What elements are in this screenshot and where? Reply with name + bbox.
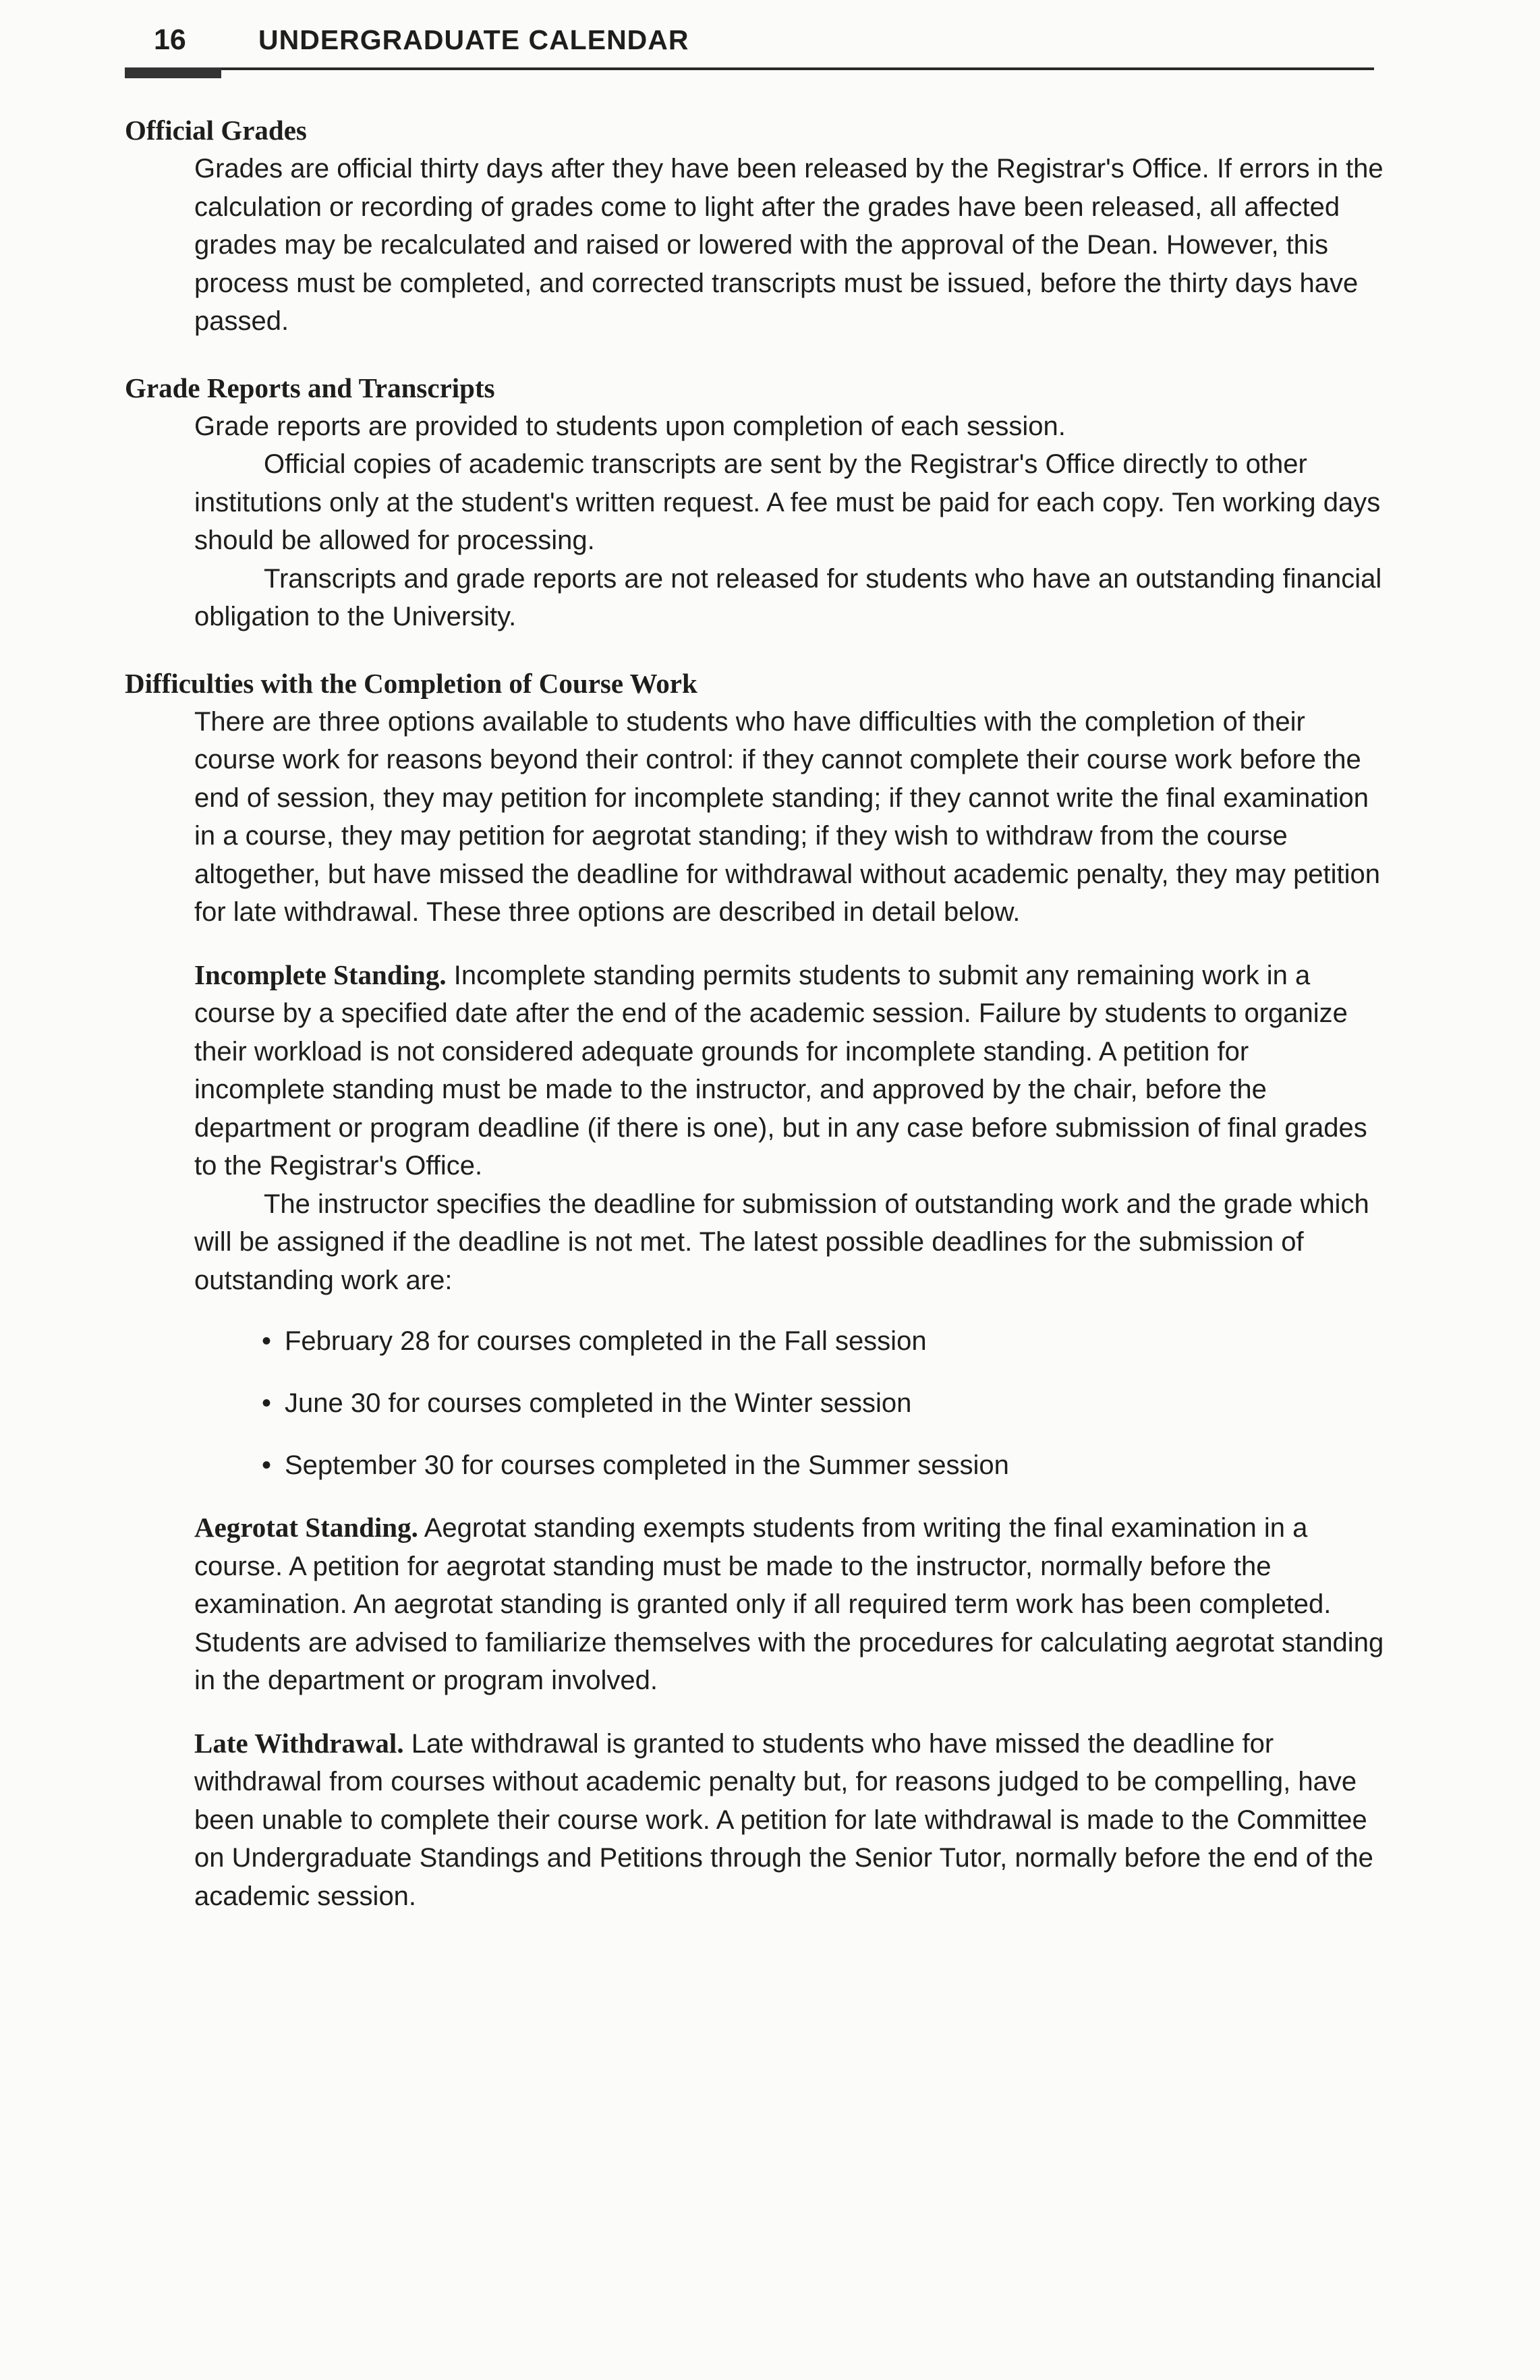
header-title: UNDERGRADUATE CALENDAR <box>258 24 689 55</box>
paragraph <box>194 1724 1386 1916</box>
paragraph: Grade reports are provided to students upon completion of each session. <box>194 411 1066 441</box>
header-rule-tab <box>125 67 221 78</box>
paragraph: Transcripts and grade reports are not released for students who have an outstanding financial obligation to the University. <box>194 563 1382 631</box>
deadline-list <box>194 1322 1386 1484</box>
list-item: • February 28 for courses completed in the Fall session <box>262 1322 1386 1360</box>
section-heading: Grade Reports and Transcripts <box>125 372 495 403</box>
paragraph: The instructor specifies the deadline for submission of outstanding work and the grade which will be assigned if the deadline is not met. The latest possible deadlines for the submission of outstanding work are: <box>194 1189 1369 1295</box>
paragraph: There are three options available to students who have difficulties with the completion of their course work for reasons beyond their control: if they cannot complete their course work before the end of session, they may petition for incomplete standing; if they cannot write the final examination in a course, they may petition for aegrotat standing; if they wish to withdraw from the course altogether, but have missed the deadline for withdrawal without academic penalty, they may petition for late withdrawal. These three options are described in detail below. <box>194 706 1381 927</box>
subsection-late-withdrawal <box>194 1724 1386 1916</box>
paragraph: Grades are official thirty days after they have been released by the Registrar's Office. If errors in the calculation or recording of grades come to light after the grades have been released, all affected grades may be recalculated and raised or lowered with the approval of the Dean. However, this process must be completed, and corrected transcripts must be issued, before the thirty days have passed. <box>194 154 1384 336</box>
section-heading: Official Grades <box>125 115 307 146</box>
list-item: • September 30 for courses completed in the Summer session <box>262 1446 1386 1484</box>
page-body <box>125 111 1386 1944</box>
subsection-title: Aegrotat Standing. <box>194 1512 418 1543</box>
header-rule <box>125 67 1374 70</box>
paragraph <box>194 956 1386 1185</box>
section-grade-reports <box>125 369 1386 636</box>
paragraph <box>194 1508 1386 1700</box>
bullet-icon: • <box>262 1388 272 1418</box>
running-head <box>154 24 689 71</box>
subsection-title: Incomplete Standing. <box>194 959 447 990</box>
paragraph: Official copies of academic transcripts are sent by the Registrar's Office directly to other institutions only at the student's written request. A fee must be paid for each copy. Ten working days should be allowed for processing. <box>194 449 1381 555</box>
section-heading: Difficulties with the Completion of Course Work <box>125 667 697 699</box>
subsection-text: Incomplete standing permits students to submit any remaining work in a course by a specified date after the end of the academic session. Failure by students to organize their workload is not considered adequate grounds for incomplete standing. A petition for incomplete standing must be made to the instructor, and approved by the chair, before the department or program deadline (if there is one), but in any case before submission of final grades to the Registrar's Office. <box>194 960 1367 1181</box>
subsection-incomplete <box>194 956 1386 1485</box>
section-official-grades <box>125 111 1386 341</box>
bullet-icon: • <box>262 1326 272 1356</box>
subsection-text: Aegrotat standing exempts students from writing the final examination in a course. A petition for aegrotat standing must be made to the instructor, normally before the examination. An aegrotat standing is granted only if all required term work has been completed. Students are advised to familiarize themselves with the procedures for calculating aegrotat standing in the department or program involved. <box>194 1513 1384 1695</box>
subsection-text: Late withdrawal is granted to students who have missed the deadline for withdrawal from courses without academic penalty but, for reasons judged to be compelling, have been unable to complete their course work. A petition for late withdrawal is made to the Committee on Undergraduate Standings and Petitions through the Senior Tutor, normally before the end of the academic session. <box>194 1728 1373 1911</box>
bullet-icon: • <box>262 1450 272 1480</box>
subsection-aegrotat <box>194 1508 1386 1700</box>
page-number: 16 <box>154 24 186 56</box>
subsection-title: Late Withdrawal. <box>194 1727 404 1759</box>
section-difficulties <box>125 664 1386 1916</box>
list-item: • June 30 for courses completed in the Winter session <box>262 1384 1386 1422</box>
